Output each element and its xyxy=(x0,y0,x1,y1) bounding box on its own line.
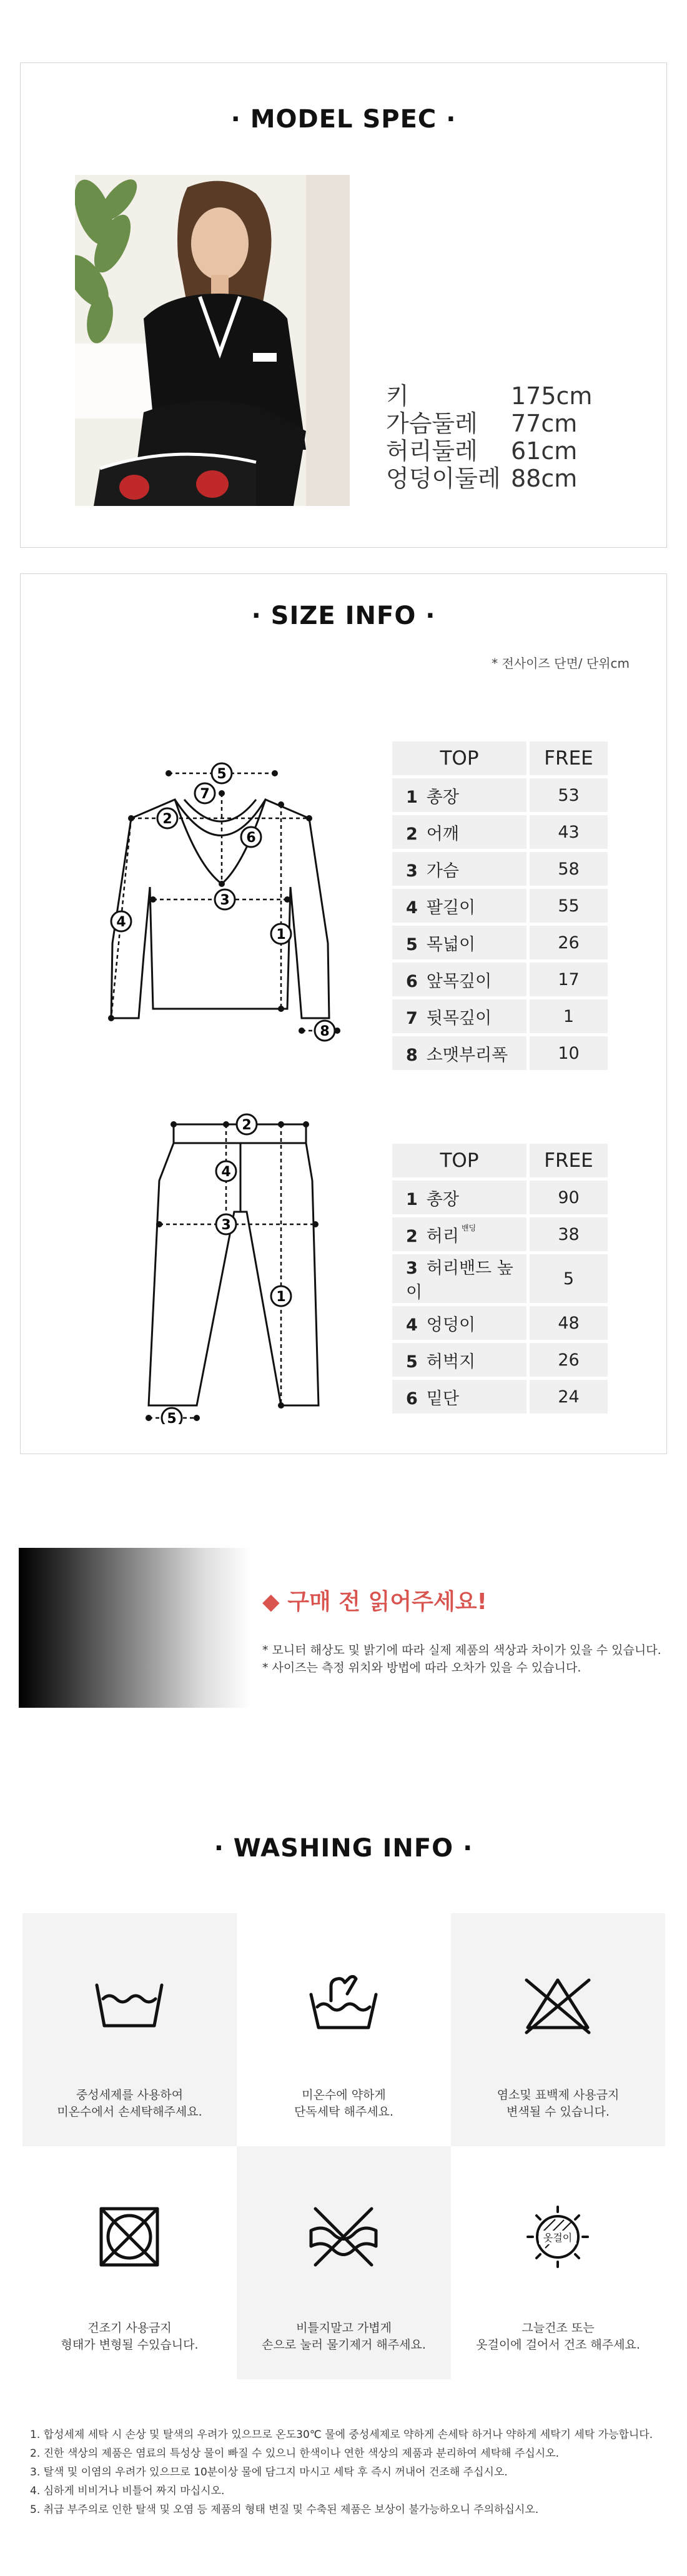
washing-footnote: 2. 진한 색상의 제품은 염료의 특성상 물이 빠질 수 있으니 한색이나 연한 색상의 제품과 분리하여 세탁해 주십시오. xyxy=(30,2447,560,2460)
table-row: 6 밑단 24 xyxy=(392,1380,608,1414)
svg-text:5: 5 xyxy=(217,766,227,782)
size-unit-note: * 전사이즈 단면/ 단위cm xyxy=(492,656,630,671)
table-row: 3 허리밴드 높이 5 xyxy=(392,1254,608,1303)
marker-5 xyxy=(212,763,232,783)
marker-4 xyxy=(216,1161,236,1181)
svg-text:4: 4 xyxy=(116,914,126,930)
notice-line: * 모니터 해상도 및 밝기에 따라 실제 제품의 색상과 차이가 있을 수 있습니다. xyxy=(262,1643,661,1657)
marker-2 xyxy=(237,1114,257,1134)
table-row: 7 뒷목깊이 1 xyxy=(392,999,608,1033)
table-row: 3 가슴 58 xyxy=(392,852,608,886)
pants-diagram xyxy=(125,1112,331,1424)
svg-text:3: 3 xyxy=(220,893,230,908)
no-bleach-icon xyxy=(520,1973,595,2035)
no-wring-icon xyxy=(306,2206,381,2268)
svg-text:2: 2 xyxy=(162,811,172,827)
table-row: 8 소맷부리폭 10 xyxy=(392,1036,608,1070)
model-spec-row: 가슴둘레 77cm xyxy=(386,410,578,437)
svg-text:3: 3 xyxy=(221,1217,231,1233)
svg-text:4: 4 xyxy=(221,1164,231,1180)
washing-footnote: 4. 심하게 비비거나 비틀어 짜지 마십시오. xyxy=(30,2485,225,2497)
washing-cell: 건조기 사용금지 형태가 변형될 수있습니다. xyxy=(22,2146,237,2379)
model-spec-row: 엉덩이둘레 88cm xyxy=(386,465,578,492)
model-spec-row: 허리둘레 61cm xyxy=(386,437,578,465)
washing-cell: 옷걸이 그늘건조 또는 옷걸이에 걸어서 건조 해주세요. xyxy=(451,2146,665,2379)
table-header-row: TOP FREE xyxy=(392,741,608,775)
marker-6 xyxy=(241,827,261,847)
shade-dry-icon xyxy=(520,2206,595,2268)
notice-line: * 사이즈는 측정 위치와 방법에 따라 오차가 있을 수 있습니다. xyxy=(262,1661,581,1675)
svg-text:옷걸이: 옷걸이 xyxy=(543,2232,573,2244)
table-row: 6 앞목깊이 17 xyxy=(392,963,608,996)
washing-footnote: 1. 합성세제 세탁 시 손상 및 탈색의 우려가 있으므로 온도30℃ 물에 중성세제로 약하게 손세탁 하거나 약하게 세탁기 세탁 가능합니다. xyxy=(30,2429,653,2441)
bottom-size-table xyxy=(392,1141,608,1417)
notice-gradient-bar xyxy=(19,1548,250,1708)
marker-7 xyxy=(195,783,215,803)
washing-cell: 미온수에 약하게 단독세탁 해주세요. xyxy=(237,1913,451,2146)
table-row: 2 허리 $^{밴딩}$ 38 xyxy=(392,1217,608,1251)
washing-cell: 염소및 표백제 사용금지 변색될 수 있습니다. xyxy=(451,1913,665,2146)
washing-info-title: · WASHING INFO · xyxy=(214,1834,473,1863)
washing-footnote: 5. 취급 부주의로 인한 탈색 및 오염 등 제품의 형태 변질 및 수축된 제품은 보상이 불가능하오니 주의하십시오. xyxy=(30,2504,539,2516)
svg-text:2: 2 xyxy=(242,1117,252,1133)
no-tumble-dry-icon xyxy=(92,2206,167,2268)
svg-text:5: 5 xyxy=(167,1411,177,1424)
marker-3 xyxy=(216,1214,236,1234)
svg-text:8: 8 xyxy=(320,1024,330,1039)
hand-wash-icon xyxy=(92,1973,167,2035)
table-row: 5 목넓이 26 xyxy=(392,926,608,959)
separate-wash-icon xyxy=(306,1973,381,2035)
size-info-title: · SIZE INFO · xyxy=(251,602,436,630)
table-row: 4 엉덩이 48 xyxy=(392,1306,608,1340)
svg-text:6: 6 xyxy=(246,830,256,846)
notice-title: ◆ 구매 전 읽어주세요! xyxy=(262,1589,487,1615)
marker-3 xyxy=(215,889,235,909)
top-size-table xyxy=(392,738,608,1073)
svg-text:1: 1 xyxy=(276,1289,286,1305)
washing-cell: 비틀지말고 가볍게 손으로 눌러 물기제거 해주세요. xyxy=(237,2146,451,2379)
marker-8 xyxy=(315,1021,335,1041)
marker-4 xyxy=(111,911,131,931)
washing-cell: 중성세제를 사용하여 미온수에서 손세탁해주세요. xyxy=(22,1913,237,2146)
marker-1 xyxy=(271,1286,291,1306)
svg-text:1: 1 xyxy=(276,927,286,943)
model-photo xyxy=(75,175,350,506)
table-row: 4 팔길이 55 xyxy=(392,889,608,923)
table-row: 5 허벅지 26 xyxy=(392,1343,608,1377)
table-row: 2 어깨 43 xyxy=(392,815,608,849)
model-illustration xyxy=(75,175,350,506)
top-garment-diagram xyxy=(94,756,362,1056)
marker-1 xyxy=(271,924,291,944)
table-row: 1 총장 90 xyxy=(392,1181,608,1214)
washing-footnote: 3. 탈색 및 이염의 우려가 있으므로 10분이상 물에 담그지 마시고 세탁 후 즉시 꺼내어 건조해 주십시오. xyxy=(30,2466,508,2479)
table-header-row: TOP FREE xyxy=(392,1144,608,1177)
svg-text:7: 7 xyxy=(200,786,210,802)
model-spec-row: 키 175cm xyxy=(386,382,593,410)
marker-5 xyxy=(162,1408,182,1424)
model-spec-title: · MODEL SPEC · xyxy=(230,105,457,134)
marker-2 xyxy=(157,808,177,828)
table-row: 1 총장 53 xyxy=(392,778,608,812)
